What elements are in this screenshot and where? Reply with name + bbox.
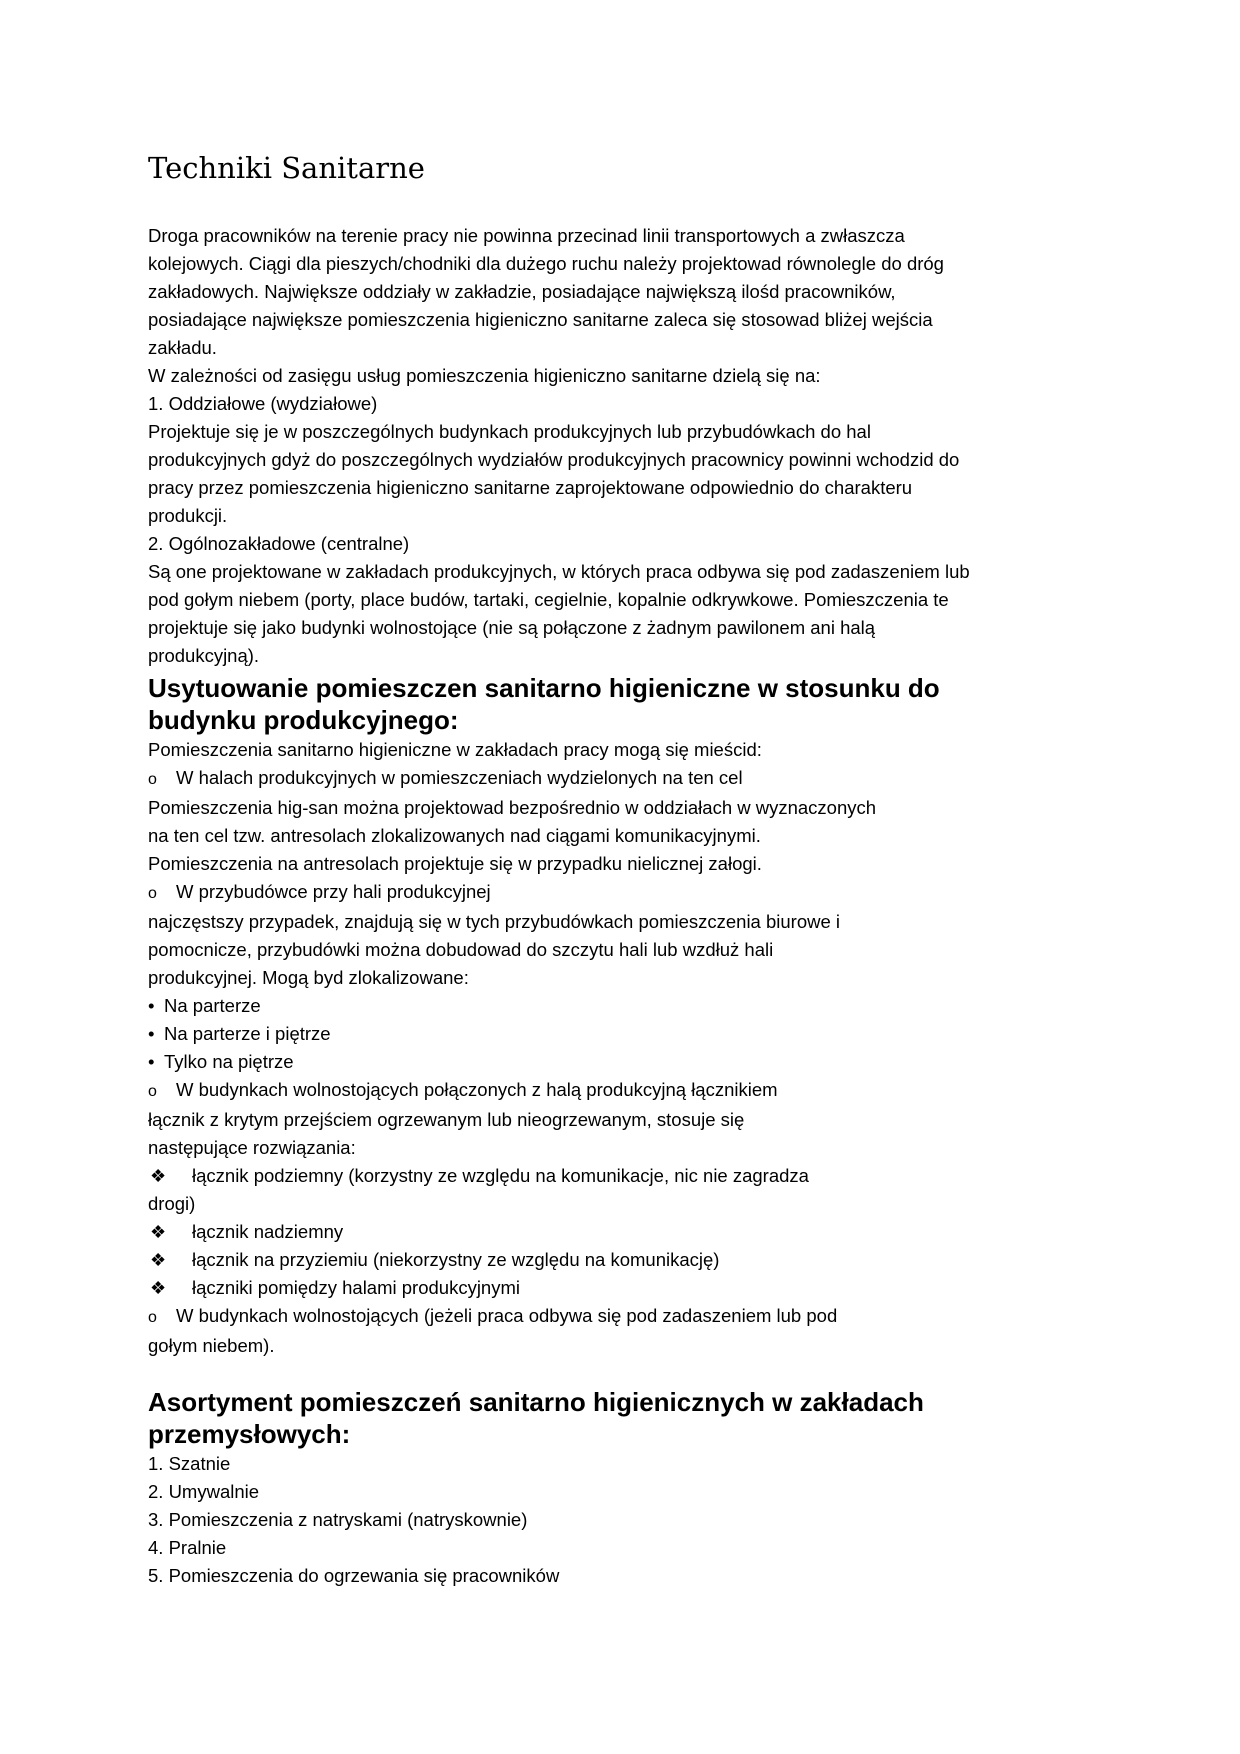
- section-assortment-list: [148, 1450, 1088, 1590]
- heading-line: Asortyment pomieszczeń sanitarno higienicznych w zakładach: [148, 1387, 924, 1417]
- text-line: pracy przez pomieszczenia higieniczno sanitarne zaprojektowane odpowiednio do charakteru: [148, 477, 913, 498]
- document-page: [148, 148, 1088, 1590]
- sub-list-item: • Na parterze i piętrze: [148, 1020, 1088, 1048]
- text-line: Pomieszczenia na antresolach projektuje się w przypadku nielicznej załogi.: [148, 853, 762, 874]
- text-line: Droga pracowników na terenie pracy nie powinna przecinad linii transportowych a zwłaszcza: [148, 225, 905, 246]
- list-item: 2. Umywalnie: [148, 1481, 260, 1502]
- text-line: produkcji.: [148, 505, 228, 526]
- text-line: kolejowych. Ciągi dla pieszych/chodniki dla dużego ruchu należy projektowad równolegle do dróg: [148, 253, 944, 274]
- text-line: 1. Oddziałowe (wydziałowe): [148, 393, 378, 414]
- list-item: 5. Pomieszczenia do ogrzewania się pracowników: [148, 1565, 560, 1586]
- text-line: zakładu.: [148, 337, 217, 358]
- section-intro: Pomieszczenia sanitarno higieniczne w zakładach pracy mogą się mieścid:: [148, 739, 762, 760]
- text-line: najczęstszy przypadek, znajdują się w tych przybudówkach pomieszczenia biurowe i: [148, 911, 841, 932]
- text-line: pod gołym niebem (porty, place budów, tartaki, cegielnie, kopalnie odkrywkowe. Pomieszczenia te: [148, 589, 949, 610]
- list-item: 4. Pralnie: [148, 1537, 227, 1558]
- text-line: W zależności od zasięgu usług pomieszczenia higieniczno sanitarne dzielą się na:: [148, 365, 821, 386]
- text-line: Projektuje się je w poszczególnych budynkach produkcyjnych lub przybudówkach do hal: [148, 421, 871, 442]
- sub-list-item: ❖ łączniki pomiędzy halami produkcyjnymi: [148, 1274, 1088, 1302]
- list-item: 1. Szatnie: [148, 1453, 231, 1474]
- text-line: Są one projektowane w zakładach produkcyjnych, w których praca odbywa się pod zadaszeniem lub: [148, 561, 970, 582]
- circle-bullet-icon: o: [148, 1309, 157, 1326]
- section-heading-assortment: [148, 1386, 1088, 1450]
- diamond-bullet-icon: ❖: [150, 1166, 167, 1186]
- circle-bullet-icon: o: [148, 1083, 157, 1100]
- text-line: następujące rozwiązania:: [148, 1137, 356, 1158]
- sub-list-item: • Na parterze: [148, 992, 1088, 1020]
- sub-list-item: ❖ łącznik podziemny (korzystny ze względu na komunikacje, nic nie zagradza: [148, 1162, 1088, 1190]
- diamond-bullet-icon: ❖: [150, 1222, 167, 1242]
- text-line: produkcyjnej. Mogą byd zlokalizowane:: [148, 967, 469, 988]
- text-line: drogi): [148, 1193, 196, 1214]
- sub-list-item: ❖ łącznik nadziemny: [148, 1218, 1088, 1246]
- circle-bullet-icon: o: [148, 885, 157, 902]
- text-line: posiadające największe pomieszczenia higieniczno sanitarne zaleca się stosowad bliżej wejścia: [148, 309, 933, 330]
- heading-line: Usytuowanie pomieszczen sanitarno higieniczne w stosunku do: [148, 673, 940, 703]
- text-line: 2. Ogólnozakładowe (centralne): [148, 533, 410, 554]
- document-title: Techniki Sanitarne: [148, 151, 425, 185]
- intro-text: [148, 222, 1088, 670]
- text-line: na ten cel tzw. antresolach zlokalizowanych nad ciągami komunikacyjnymi.: [148, 825, 761, 846]
- diamond-bullet-icon: ❖: [150, 1278, 167, 1298]
- text-line: Pomieszczenia hig-san można projektowad bezpośrednio w oddziałach w wyznaczonych: [148, 797, 877, 818]
- section-placement-content: [148, 736, 1088, 1360]
- text-line: gołym niebem).: [148, 1335, 275, 1356]
- list-item: o W budynkach wolnostojących połączonych z halą produkcyjną łącznikiem: [148, 1076, 1088, 1106]
- text-line: pomocnicze, przybudówki można dobudowad do szczytu hali lub wzdłuż hali: [148, 939, 774, 960]
- circle-bullet-icon: o: [148, 771, 157, 788]
- diamond-bullet-icon: ❖: [150, 1250, 167, 1270]
- text-line: zakładowych. Największe oddziały w zakładzie, posiadające największą ilośd pracowników,: [148, 281, 896, 302]
- heading-line: budynku produkcyjnego:: [148, 705, 459, 735]
- heading-line: przemysłowych:: [148, 1419, 351, 1449]
- text-line: łącznik z krytym przejściem ogrzewanym lub nieogrzewanym, stosuje się: [148, 1109, 745, 1130]
- dot-bullet-icon: •: [148, 1023, 155, 1044]
- text-line: produkcyjną).: [148, 645, 260, 666]
- dot-bullet-icon: •: [148, 1051, 155, 1072]
- list-item: o W budynkach wolnostojących (jeżeli praca odbywa się pod zadaszeniem lub pod: [148, 1302, 1088, 1332]
- dot-bullet-icon: •: [148, 995, 155, 1016]
- sub-list-item: ❖ łącznik na przyziemiu (niekorzystny ze względu na komunikację): [148, 1246, 1088, 1274]
- text-line: produkcyjnych gdyż do poszczególnych wydziałów produkcyjnych pracownicy powinni wchodzid do: [148, 449, 960, 470]
- text-line: projektuje się jako budynki wolnostojące (nie są połączone z żadnym pawilonem ani halą: [148, 617, 876, 638]
- list-item: o W halach produkcyjnych w pomieszczeniach wydzielonych na ten cel: [148, 764, 1088, 794]
- list-item: 3. Pomieszczenia z natryskami (natryskownie): [148, 1509, 528, 1530]
- sub-list-item: • Tylko na piętrze: [148, 1048, 1088, 1076]
- list-item: o W przybudówce przy hali produkcyjnej: [148, 878, 1088, 908]
- section-heading-placement: [148, 672, 1088, 736]
